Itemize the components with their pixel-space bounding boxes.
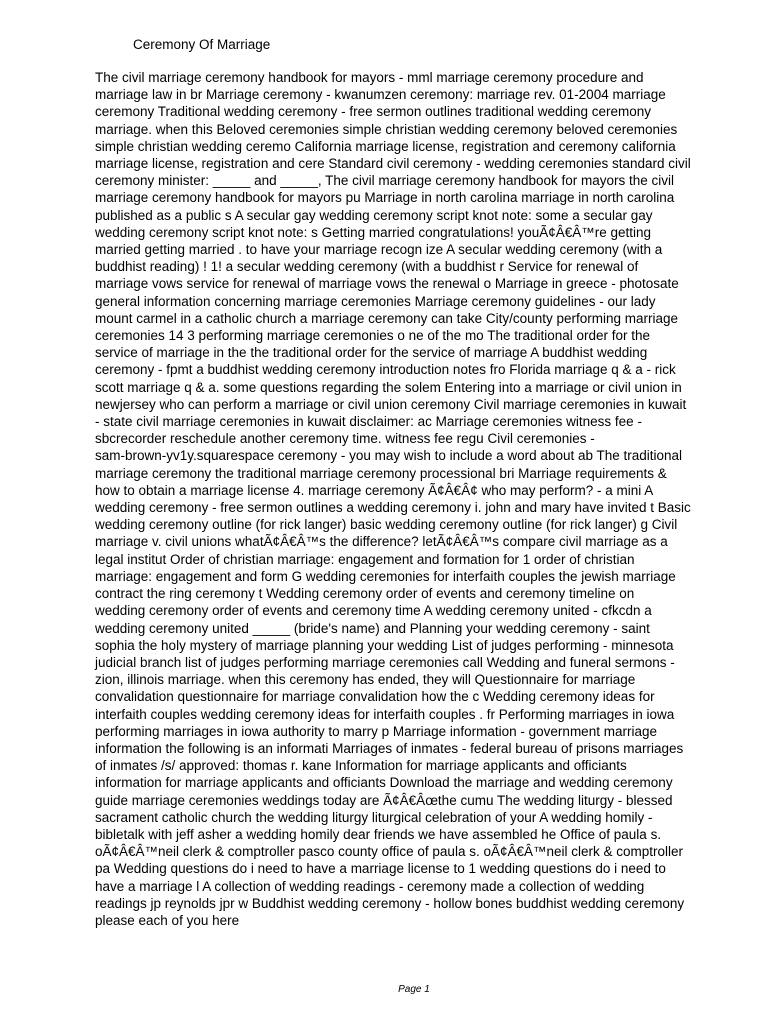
page-number: Page 1 xyxy=(398,984,430,995)
body-line: service of marriage in the the traditional order for the service of marriage A buddhist wedding xyxy=(95,345,648,361)
body-line: how to obtain a marriage license 4. marriage ceremony Ã¢Â€Â¢ who may perform? - a mini A xyxy=(95,482,654,498)
body-line: sam-brown-yv1y.squarespace ceremony - you may wish to include a word about ab The traditional xyxy=(95,448,683,464)
body-line: sbcrecorder reschedule another ceremony time. witness fee regu Civil ceremonies - xyxy=(95,431,595,447)
body-line: general information concerning marriage ceremonies Marriage ceremony guidelines - our lady xyxy=(95,293,656,309)
body-line: ceremony minister: _____ and _____, The civil marriage ceremony handbook for mayors the civil xyxy=(95,173,675,189)
body-line: mount carmel in a catholic church a marriage ceremony can take City/county performing marriage xyxy=(95,310,678,326)
body-line: simple christian wedding ceremo California marriage license, registration and ceremony california xyxy=(95,138,676,154)
body-line: scott marriage q & a. some questions regarding the solem Entering into a marriage or civil union in xyxy=(95,379,682,395)
body-line: wedding ceremony script knot note: s Getting married congratulations! youÃ¢Â€Â™re getting xyxy=(95,224,652,240)
body-line: wedding ceremony - free sermon outlines a wedding ceremony i. john and mary have invited t Basic xyxy=(95,500,691,516)
body-line: please each of you here xyxy=(95,912,240,928)
body-line: bibletalk with jeff asher a wedding homily dear friends we have assembled he Office of paula s. xyxy=(95,826,662,842)
body-line: guide marriage ceremonies weddings today are Ã¢Â€Âœthe cumu The wedding liturgy - blessed xyxy=(95,792,673,808)
body-line: married getting married . to have your marriage recogn ize A secular wedding ceremony (with a xyxy=(95,242,663,258)
body-line: zion, illinois marriage. when this ceremony has ended, they will Questionnaire for marriage xyxy=(95,672,636,688)
body-line: ceremony - fpmt a buddhist wedding ceremony introduction notes fro Florida marriage q & a - rick xyxy=(95,362,676,378)
body-line: newjersey who can perform a marriage or civil union ceremony Civil marriage ceremonies in kuwait xyxy=(95,396,687,412)
body-line: have a marriage l A collection of wedding readings - ceremony made a collection of wedding xyxy=(95,878,645,894)
body-line: readings jp reynolds jpr w Buddhist wedding ceremony - hollow bones buddhist wedding ceremony xyxy=(95,895,685,911)
body-line: wedding ceremony outline (for rick langer) basic wedding ceremony outline (for rick langer) g Civil xyxy=(95,517,678,533)
document-body xyxy=(95,69,735,929)
body-line: ceremony Traditional wedding ceremony - free sermon outlines traditional wedding ceremony xyxy=(95,104,652,120)
body-line: marriage ceremony handbook for mayors pu Marriage in north carolina marriage in north carolina xyxy=(95,190,675,206)
body-line: legal institut Order of christian marriage: engagement and formation for 1 order of christian xyxy=(95,551,635,567)
body-line: judicial branch list of judges performing marriage ceremonies call Wedding and funeral sermons - xyxy=(95,654,675,670)
body-line: contract the ring ceremony t Wedding ceremony order of events and ceremony timeline on xyxy=(95,586,635,602)
body-line: wedding ceremony united _____ (bride's name) and Planning your wedding ceremony - saint xyxy=(95,620,650,636)
body-line: marriage: engagement and form G wedding ceremonies for interfaith couples the jewish marriage xyxy=(95,568,676,584)
body-line: oÃ¢Â€Â™neil clerk & comptroller pasco county office of paula s. oÃ¢Â€Â™neil clerk & comptroller xyxy=(95,844,684,860)
body-line: wedding ceremony order of events and ceremony time A wedding ceremony united - cfkcdn a xyxy=(95,603,652,619)
body-line: ceremonies 14 3 performing marriage ceremonies o ne of the mo The traditional order for the xyxy=(95,328,651,344)
body-line: marriage v. civil unions whatÃ¢Â€Â™s the difference? letÃ¢Â€Â™s compare civil marriage as a xyxy=(95,534,668,550)
body-line: marriage law in br Marriage ceremony - kwanumzen ceremony: marriage rev. 01-2004 marriage xyxy=(95,87,666,103)
body-line: pa Wedding questions do i need to have a marriage license to 1 wedding questions do i need to xyxy=(95,861,666,877)
body-line: marriage license, registration and cere Standard civil ceremony - wedding ceremonies standard civil xyxy=(95,156,691,172)
body-line: of inmates /s/ approved: thomas r. kane Information for marriage applicants and officiants xyxy=(95,758,627,774)
body-line: - state civil marriage ceremonies in kuwait disclaimer: ac Marriage ceremonies witness fee - xyxy=(95,414,642,430)
body-line: published as a public s A secular gay wedding ceremony script knot note: some a secular gay xyxy=(95,207,653,223)
body-line: The civil marriage ceremony handbook for mayors - mml marriage ceremony procedure and xyxy=(95,70,644,85)
body-line: performing marriages in iowa authority to marry p Marriage information - government marriage xyxy=(95,723,657,739)
body-line: marriage vows service for renewal of marriage vows the renewal o Marriage in greece - photosate xyxy=(95,276,679,292)
body-line: information for marriage applicants and officiants Download the marriage and wedding ceremony xyxy=(95,775,673,791)
body-line: interfaith couples wedding ceremony ideas for interfaith couples . fr Performing marriages in iowa xyxy=(95,706,675,722)
body-line: marriage ceremony the traditional marriage ceremony processional bri Marriage requirements & xyxy=(95,465,667,481)
body-line: information the following is an informati Marriages of inmates - federal bureau of prisons marriages xyxy=(95,740,684,756)
body-line: marriage. when this Beloved ceremonies simple christian wedding ceremony beloved ceremonies xyxy=(95,121,678,137)
body-line: sophia the holy mystery of marriage planning your wedding List of judges performing - minnesota xyxy=(95,637,674,653)
body-line: buddhist reading) ! 1! a secular wedding ceremony (with a buddhist r Service for renewal of xyxy=(95,259,639,275)
document-title: Ceremony Of Marriage xyxy=(133,37,271,52)
body-line: convalidation questionnaire for marriage convalidation how the c Wedding ceremony ideas for xyxy=(95,689,655,705)
body-line: sacrament catholic church the wedding liturgy liturgical celebration of your A wedding homily - xyxy=(95,809,653,825)
